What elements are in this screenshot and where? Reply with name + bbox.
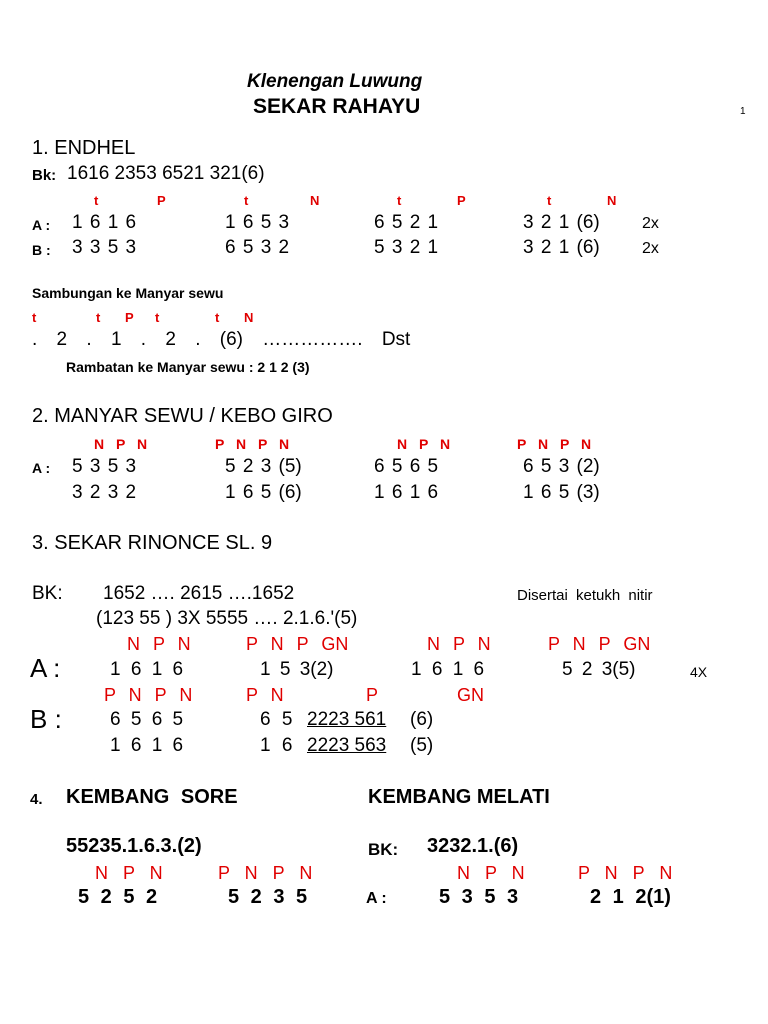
- section-2-heading: 2. MANYAR SEWU / KEBO GIRO: [32, 405, 333, 427]
- marks-group: N P N: [457, 863, 525, 883]
- section-3-heading: 3. SEKAR RINONCE SL. 9: [32, 532, 273, 554]
- sambungan-label: Sambungan ke Manyar sewu: [32, 285, 224, 301]
- marks-group: N P N: [427, 634, 491, 654]
- notes-group: 5 2 3 5: [228, 886, 308, 908]
- notes-end: (6): [410, 709, 434, 730]
- page-number: 1: [740, 106, 746, 117]
- marks-group: P N P N: [578, 863, 673, 883]
- mark: t: [215, 310, 220, 325]
- notes-group: 1 6 5 (6): [225, 482, 302, 503]
- marks-group: P N P N: [215, 436, 290, 452]
- marks-group: P N P N: [104, 685, 193, 705]
- notes-group: 3 2 1 (6): [523, 212, 600, 233]
- row-label: B :: [30, 704, 62, 734]
- marks-group: P N P N: [517, 436, 592, 452]
- notes-group: 1 6 1 6: [374, 482, 439, 503]
- mark: t: [155, 310, 160, 325]
- notes-group: 1 6 1 6: [411, 659, 485, 680]
- notes-group: 5 2 5 2: [78, 886, 158, 908]
- notes-group: 5 2 3(5): [562, 659, 636, 680]
- rambatan-note: Rambatan ke Manyar sewu : 2 1 2 (3): [66, 359, 310, 375]
- mark: P: [457, 193, 466, 208]
- notes-group: 5 3 2 1: [374, 237, 439, 258]
- marks-group: N P N: [397, 436, 451, 452]
- mark: P: [125, 310, 134, 325]
- bk-line: 1652 …. 2615 ….1652: [103, 583, 295, 604]
- row-label: A :: [366, 890, 387, 907]
- mark: P: [366, 685, 379, 705]
- mark: t: [94, 193, 99, 208]
- marks-group: P N: [246, 685, 284, 705]
- marks-group: P N P GN: [548, 634, 651, 654]
- notes-group: 1 6 5 3: [225, 212, 290, 233]
- page-title: SEKAR RAHAYU: [253, 95, 421, 118]
- section-4-heading-left: KEMBANG SORE: [66, 786, 238, 808]
- marks-group: P N P N: [218, 863, 313, 883]
- section-4-heading-right: KEMBANG MELATI: [368, 786, 550, 808]
- mark: t: [244, 193, 249, 208]
- mark: t: [96, 310, 101, 325]
- mark: t: [397, 193, 402, 208]
- mark: N: [244, 310, 254, 325]
- notes-group: 6 5 3 2: [225, 237, 290, 258]
- bk-label: BK:: [32, 583, 63, 604]
- marks-group: P N P GN: [246, 634, 349, 654]
- mark: GN: [457, 685, 484, 705]
- mark: t: [547, 193, 552, 208]
- notes-group: 6 5 3 (2): [523, 456, 600, 477]
- notes-group: 3 2 1 (6): [523, 237, 600, 258]
- underlined-notes: 2223 563: [307, 735, 387, 756]
- repeat-count: 2x: [642, 215, 659, 232]
- row-label: A :: [30, 653, 61, 683]
- mark: t: [32, 310, 37, 325]
- bk-line: (123 55 ) 3X 5555 …. 2.1.6.'(5): [96, 608, 358, 629]
- mark: N: [310, 193, 320, 208]
- mark: N: [607, 193, 617, 208]
- bk-label: BK:: [368, 840, 399, 859]
- marks-group: N P N: [95, 863, 163, 883]
- marks-group: N P N: [127, 634, 191, 654]
- notes-group: 2 1 2(1): [590, 886, 671, 908]
- sambungan-notes: . 2 . 1 . 2 . (6) ……………. Dst: [32, 329, 411, 350]
- notes-group: 1 6 1 6: [110, 735, 184, 756]
- row-label: A :: [32, 217, 51, 233]
- notes-group: 1 6 1 6: [110, 659, 184, 680]
- bk-label: Bk:: [32, 167, 57, 184]
- bk-value: 3232.1.(6): [427, 835, 519, 857]
- row-label: A :: [32, 460, 51, 476]
- notes-group: 5 2 3 (5): [225, 456, 302, 477]
- notes-group: 6 5 2 1: [374, 212, 439, 233]
- repeat-count: 2x: [642, 240, 659, 257]
- notes-group: 5 3 5 3: [439, 886, 519, 908]
- mark: P: [157, 193, 166, 208]
- notes-group: 5 3 5 3: [72, 456, 137, 477]
- section-4-number: 4.: [30, 791, 43, 808]
- section-1-heading: 1. ENDHEL: [32, 137, 136, 159]
- bk-value: 1616 2353 6521 321(6): [67, 163, 265, 184]
- notes-group: 6 5 6 5: [374, 456, 439, 477]
- notes-group: 3 3 5 3: [72, 237, 137, 258]
- notes-end: (5): [410, 735, 434, 756]
- notes-group: 1 6 1 6: [72, 212, 137, 233]
- notes-group: 3 2 3 2: [72, 482, 137, 503]
- bk-value: 55235.1.6.3.(2): [66, 835, 202, 857]
- underlined-notes: 2223 561: [307, 709, 387, 730]
- row-label: B :: [32, 242, 51, 258]
- notes-group: 1 5 3(2): [260, 659, 334, 680]
- notes-group: 1 6: [260, 735, 293, 756]
- notes-group: 6 5 6 5: [110, 709, 184, 730]
- bk-note: Disertai ketukh nitir: [517, 587, 653, 604]
- marks-group: N P N: [94, 436, 148, 452]
- notes-group: 6 5: [260, 709, 293, 730]
- repeat-count: 4X: [690, 664, 708, 680]
- notes-group: 1 6 5 (3): [523, 482, 600, 503]
- subtitle: Klenengan Luwung: [247, 71, 423, 92]
